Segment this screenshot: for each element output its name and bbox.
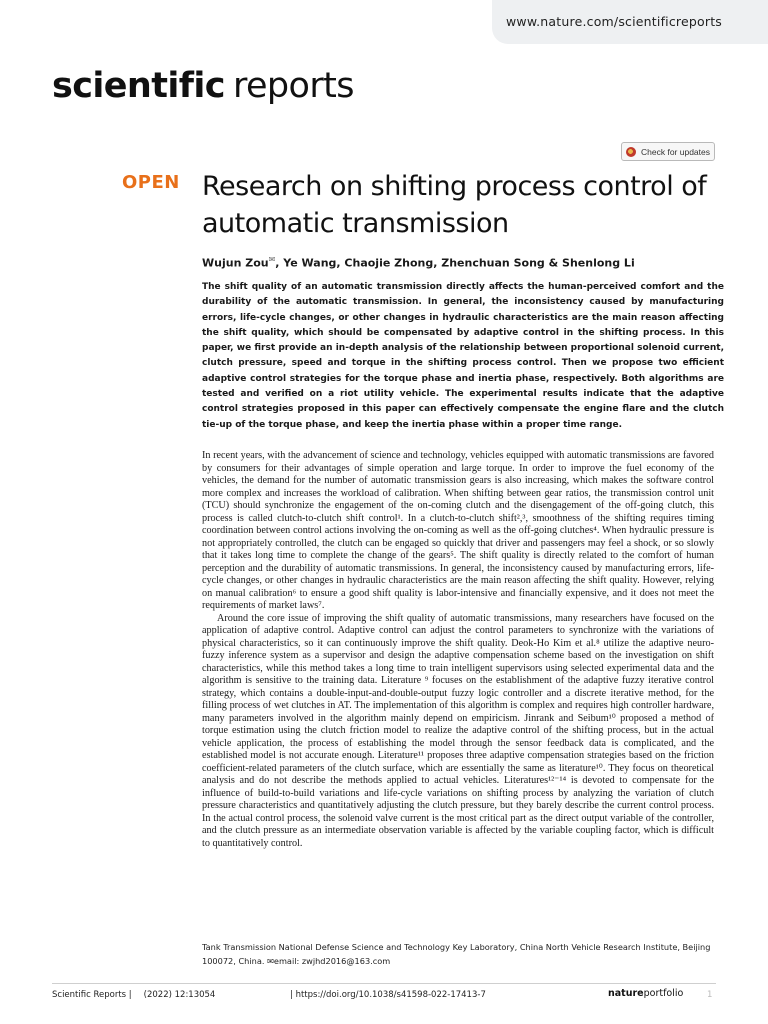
abstract: The shift quality of an automatic transmission directly affects the human-perceived comfort and the durability of the automatic transmission. In general, the inconsistency caused by manufacturing errors, life-cycle changes, or other changes in hydraulic characteristics are the main reason affecting the shift quality, which should be compensated by adaptive control in the shifting process. In this paper, we first provide an in-depth analysis of the relationship between proportional solenoid current, clutch pressure, speed and torque in the shifting process control. Then we propose two efficient adaptive control strategies for the torque phase and inertia phase, respectively. Both algorithms are tested and verified on a riot utility vehicle. The experimental results indicate that the adaptive control strategies proposed in this paper can effectively compensate the engine flare and the clutch tie-up of the torque phase, and keep the inertia phase within a proper time range. <box>202 282 724 430</box>
journal-masthead[interactable] <box>52 66 354 106</box>
body-paragraph: In recent years, with the advancement of science and technology, vehicles equipped with automatic transmissions are favored by consumers for their advantages of simple operation and large torque. In order to improve the fuel economy of the vehicles, the demand for the number of automatic transmission gears is also increasing, which makes the software control more complex and increases the workload of calibration. When shifting between gear ratios, the transmission control unit (TCU) should synchronize the engagement of the on-coming clutch and the disengagement of the off-going clutch, this process is called clutch-to-clutch shift control¹. In a clutch-to-clutch shift²,³, smoothness of the shifting requires timing coordination between control actions involving the on-coming as well as the off-going clutches⁴. When hydraulic pressure is not appropriately controlled, the clutch can be engaged so quickly that driver and passengers may feel a shock, or so slowly that it takes long time to complete the change of the gears⁵. The shift quality is directly related to the comfort of human perception and the durability of automatic transmissions. In general, the inconsistency caused by manufacturing errors, life-cycle changes, or other changes in hydraulic characteristics are the main reason affecting the shift quality. However, relying on manual calibration⁶ to ensure a good shift quality is labor-intensive and financially expensive, and it does not meet the requirements of market laws⁷. <box>202 450 714 611</box>
article-title: Research on shifting process control of automatic transmission <box>202 171 707 239</box>
author-others: , Ye Wang, Chaojie Zhong, Zhenchuan Song & Shenlong Li <box>275 256 635 270</box>
masthead-light: reports <box>232 66 354 106</box>
page-number: 1 <box>707 990 713 1000</box>
masthead-bold: scientific <box>52 66 225 106</box>
open-access-label: OPEN <box>122 172 180 193</box>
check-for-updates-label: Check for updates <box>641 146 710 157</box>
footer-citation <box>52 990 215 1000</box>
check-for-updates-button[interactable] <box>621 142 715 161</box>
affiliation-note: Tank Transmission National Defense Science and Technology Key Laboratory, China North Vehicle Research Institute, Beijing 100072, China. ✉email: zwjhd2016@163.com <box>202 942 711 966</box>
footer-doi-link[interactable]: | https://doi.org/10.1038/s41598-022-17413-7 <box>290 990 486 1000</box>
nature-portfolio-logo <box>608 988 683 999</box>
footer-issue: (2022) 12:13054 <box>143 990 216 1000</box>
brand-light: portfolio <box>643 988 684 999</box>
envelope-icon[interactable]: ✉ <box>268 255 276 264</box>
crossmark-icon <box>626 147 636 157</box>
body-paragraph: Around the core issue of improving the shift quality of automatic transmissions, many researchers have focused on the application of adaptive control. Adaptive control can adjust the control parameters to synchronize with the variations of physical characteristics, so it can continuously improve the shift quality. Deok-Ho Kim et al.⁸ utilize the adaptive neuro-fuzzy inference system as a supervisor and design the adaptive compensation scheme based on the investigation on shift characteristics, while this method takes a long time to train intelligent supervisors using selected experimental data and the algorithm is sensitive to the training data. Literature ⁹ focuses on the establishment of the adaptive fuzzy iterative control strategy, which contains a double-input-and-double-output fuzzy logic controller and a discrete iterative method, for the filling process of wet clutches in AT. The implementation of this algorithm is complex and requires high controller hardware, many parameters involved in the algorithm mainly depend on empiricism. Jinrank and Seibum¹⁰ proposed a method of torque estimation using the clutch friction model to realize the adaptive control of the shifting process, but in the actual vehicle application, the process of establishing the model through the sensor feedback data is complicated, and the established model is not accurate enough. Literature¹¹ proposes three adaptive compensation strategies based on the friction coefficient-related parameters of the clutch surface, which are essentially the same as literature¹⁰. They focus on theoretical analysis and do not describe the methods applied to actual vehicles. Literatures¹²⁻¹⁴ is devoted to compensate for the influence of build-to-build variations and life-cycle variations on shifting process by analyzing the variation of clutch pressure characteristics and quantitatively adjusting the clutch pressure, but they barely describe the current control process. In the actual control process, the solenoid valve current is the most critical part as the direct output variable of the controller, and the clutch pressure as an intermediate observation variable is affected by the variable coupling factor, which is difficult to quantitatively control. <box>202 612 714 849</box>
author-corresponding[interactable]: Wujun Zou <box>202 256 269 270</box>
article-body <box>202 450 714 850</box>
journal-url-link[interactable]: www.nature.com/scientificreports <box>506 14 723 29</box>
footer-divider <box>52 983 716 984</box>
url-banner <box>492 0 768 44</box>
footer-journal: Scientific Reports | <box>52 990 132 1000</box>
brand-bold: nature <box>608 988 644 999</box>
author-list <box>202 255 742 270</box>
